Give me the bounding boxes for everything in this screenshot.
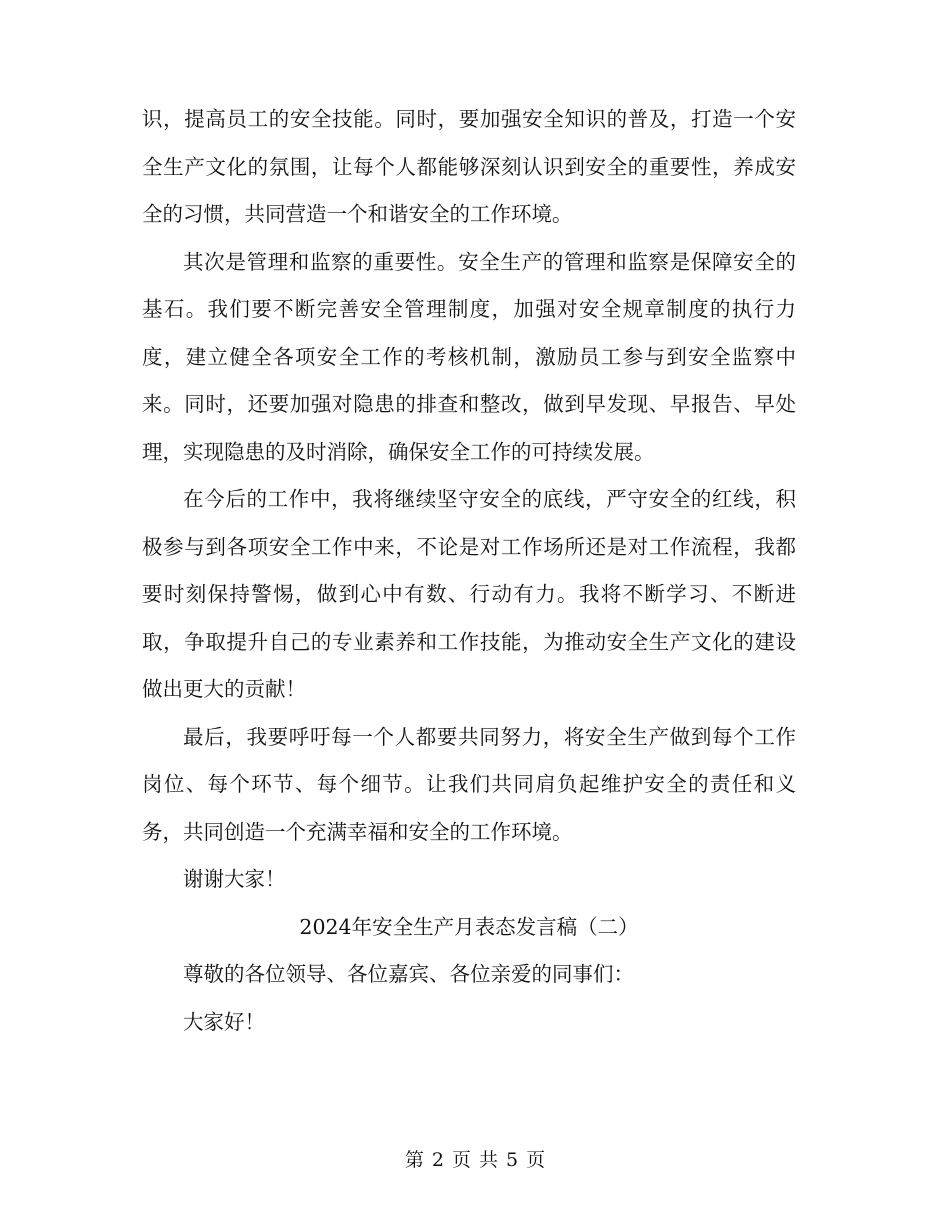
paragraph-continued: 识，提高员工的安全技能。同时，要加强安全知识的普及，打造一个安全生产文化的氛围，让每个人都能够深刻认识到安全的重要性，养成安全的习惯，共同营造一个和谐安全的工作环境。 [142, 107, 796, 226]
greeting: 大家好！ [183, 1009, 265, 1034]
paragraph-thanks: 谢谢大家！ [183, 867, 286, 891]
paragraph-management: 其次是管理和监察的重要性。安全生产的管理和监察是保障安全的基石。我们要不断完善安全管理制度，加强对安全规章制度的执行力度，建立健全各项安全工作的考核机制，激励员工参与到安全监察中来。同时，还要加强对隐患的排查和整改，做到早发现、早报告、早处理，实现隐患的及时消除，确保安全工作的可持续发展。 [142, 249, 796, 464]
section-subtitle: 2024年安全生产月表态发言稿（二） [299, 914, 639, 939]
document-body [142, 96, 796, 1046]
paragraph-future-work: 在今后的工作中，我将继续坚守安全的底线，严守安全的红线，积极参与到各项安全工作中来，不论是对工作场所还是对工作流程，我都要时刻保持警惕，做到心中有数、行动有力。我将不断学习、不断进取，争取提升自己的专业素养和工作技能，为推动安全生产文化的建设做出更大的贡献！ [142, 487, 796, 701]
paragraph-appeal: 最后，我要呼吁每一个人都要共同努力，将安全生产做到每个工作岗位、每个环节、每个细节。让我们共同肩负起维护安全的责任和义务，共同创造一个充满幸福和安全的工作环境。 [142, 724, 796, 844]
salutation: 尊敬的各位领导、各位嘉宾、各位亲爱的同事们： [183, 962, 634, 986]
page-number-footer: 第 2 页 共 5 页 [404, 1149, 546, 1171]
